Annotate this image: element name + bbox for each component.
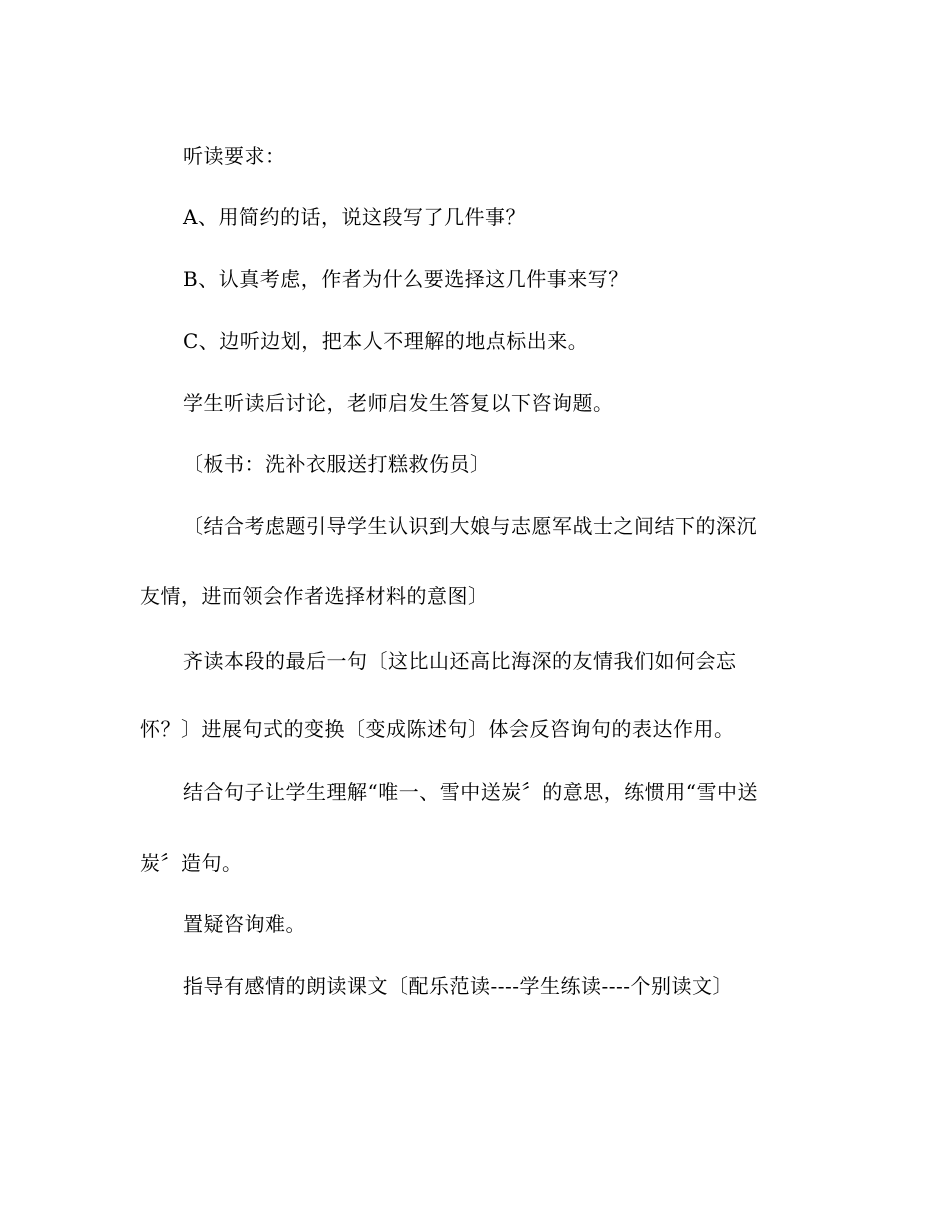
understanding-paragraph-line-1: 结合句子让学生理解“唯一、雪中送炭〞的意思，练惯用“雪中送 — [183, 780, 758, 804]
blackboard-note: 〔板书：洗补衣服送打糕救伤员〕 — [183, 452, 491, 476]
guidance-paragraph-line-2: 友情，进而领会作者选择材料的意图〕 — [140, 584, 489, 608]
requirement-b: B、认真考虑，作者为什么要选择这几件事来写？ — [183, 267, 629, 291]
reading-guidance-paragraph: 指导有感情的朗读课文〔配乐范读----学生练读----个别读文〕 — [183, 974, 734, 998]
requirement-c: C、边听边划，把本人不理解的地点标出来。 — [183, 329, 589, 353]
requirement-a: A、用简约的话，说这段写了几件事？ — [183, 205, 526, 229]
understanding-paragraph-line-2: 炭〞造句。 — [140, 851, 243, 875]
listening-requirements-heading: 听读要求： — [183, 144, 286, 168]
discussion-paragraph: 学生听读后讨论，老师启发生答复以下咨询题。 — [183, 391, 614, 415]
questioning-paragraph: 置疑咨询难。 — [183, 912, 306, 936]
reading-paragraph-line-1: 齐读本段的最后一句〔这比山还高比海深的友情我们如何会忘 — [183, 649, 737, 673]
guidance-paragraph-line-1: 〔结合考虑题引导学生认识到大娘与志愿军战士之间结下的深沉 — [183, 514, 757, 538]
reading-paragraph-line-2: 怀？〕进展句式的变换〔变成陈述句〕体会反咨询句的表达作用。 — [140, 717, 735, 741]
